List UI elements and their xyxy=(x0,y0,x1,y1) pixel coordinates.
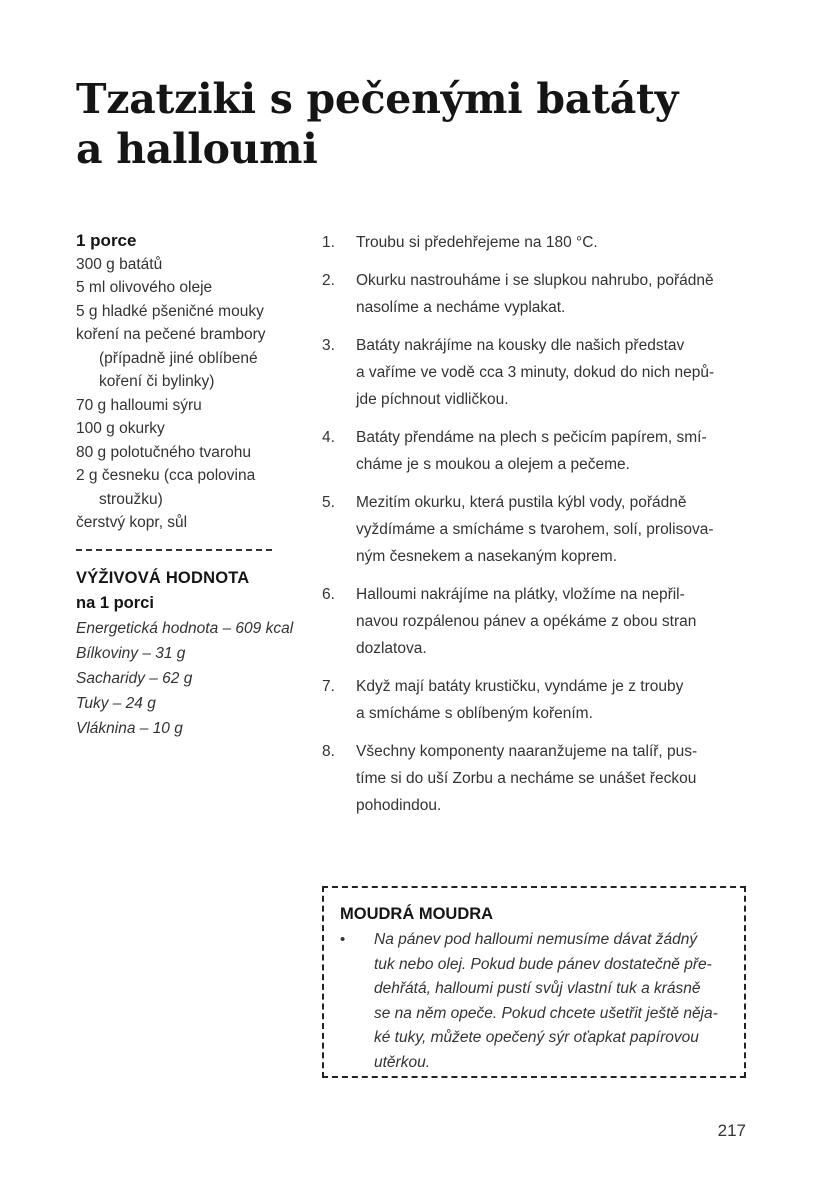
tip-text-line: se na něm opeče. Pokud chcete ušetřit ještě něja- xyxy=(374,1004,718,1022)
step-text xyxy=(356,581,748,662)
nutrition-subheading: na 1 porci xyxy=(76,593,154,612)
step-text-line: Halloumi nakrájíme na plátky, vložíme na nepřil- xyxy=(356,586,685,603)
step-text xyxy=(356,738,748,819)
instruction-step xyxy=(322,267,748,321)
recipe-title-line: a halloumi xyxy=(76,125,318,173)
tip-heading: MOUDRÁ MOUDRA xyxy=(340,905,494,923)
step-text xyxy=(356,332,748,413)
bullet-icon: • xyxy=(340,931,346,948)
section-divider xyxy=(76,549,272,551)
tip-text xyxy=(374,928,728,1075)
step-number: 6. xyxy=(322,586,335,603)
ingredients-column xyxy=(76,229,316,741)
step-text-line: Když mají batáty krustičku, vyndáme je z trouby xyxy=(356,678,684,695)
tip-text-line: utěrkou. xyxy=(374,1053,431,1071)
ingredient-item: (případně jiné oblíbené xyxy=(99,349,258,367)
step-number: 4. xyxy=(322,429,335,446)
instruction-step xyxy=(322,424,748,478)
tip-text-line: tuk nebo olej. Pokud bude pánev dostatečně pře- xyxy=(374,955,712,973)
step-text-line: a smícháme s oblíbeným kořením. xyxy=(356,705,593,722)
instruction-step xyxy=(322,229,748,256)
instruction-step xyxy=(322,332,748,413)
step-text-line: pohodindou. xyxy=(356,797,442,814)
step-text-line: jde píchnout vidličkou. xyxy=(356,391,509,408)
nutrition-item: Sacharidy – 62 g xyxy=(76,669,193,687)
step-number: 5. xyxy=(322,494,335,511)
ingredient-item: 80 g polotučného tvarohu xyxy=(76,443,251,461)
step-text xyxy=(356,673,748,727)
step-text-line: Okurku nastrouháme i se slupkou nahrubo, pořádně xyxy=(356,272,714,289)
nutrition-item: Tuky – 24 g xyxy=(76,694,156,712)
step-text-line: navou rozpálenou pánev a opékáme z obou stran xyxy=(356,613,697,630)
step-text-line: Batáty nakrájíme na kousky dle našich představ xyxy=(356,337,685,354)
ingredient-item: stroužku) xyxy=(99,490,163,508)
step-text-line: nasolíme a necháme vyplakat. xyxy=(356,299,566,316)
ingredient-item: koření či bylinky) xyxy=(99,373,215,390)
nutrition-heading: VÝŽIVOVÁ HODNOTA xyxy=(76,568,250,587)
tip-text-line: dehřátá, halloumi pustí svůj vlastní tuk a krásně xyxy=(374,980,701,997)
step-text-line: Všechny komponenty naaranžujeme na talíř, pus- xyxy=(356,743,698,760)
ingredient-item: 5 g hladké pšeničné mouky xyxy=(76,302,264,320)
step-text-line: a vaříme ve vodě cca 3 minuty, dokud do nich nepů- xyxy=(356,364,715,381)
ingredient-item: 5 ml olivového oleje xyxy=(76,279,213,296)
step-text-line: Batáty přendáme na plech s pečicím papírem, smí- xyxy=(356,429,707,446)
step-number: 2. xyxy=(322,272,335,289)
tip-box xyxy=(322,886,746,1078)
instruction-step xyxy=(322,581,748,662)
ingredient-item: 300 g batátů xyxy=(76,255,163,273)
step-text-line: ným česnekem a nasekaným koprem. xyxy=(356,548,618,565)
step-text-line: tíme si do uší Zorbu a necháme se unášet řeckou xyxy=(356,770,697,787)
step-number: 1. xyxy=(322,234,335,251)
instruction-step xyxy=(322,673,748,727)
step-text xyxy=(356,229,748,256)
instructions-list xyxy=(322,229,748,830)
step-text xyxy=(356,489,748,570)
step-number: 7. xyxy=(322,678,335,695)
tip-text-line: ké tuky, můžete opečený sýr oťapkat papírovou xyxy=(374,1029,699,1046)
ingredient-item: koření na pečené brambory xyxy=(76,326,266,343)
step-text-line: Troubu si předehřejeme na 180 °C. xyxy=(356,234,598,251)
step-number: 8. xyxy=(322,743,335,760)
ingredient-item: 70 g halloumi sýru xyxy=(76,396,202,414)
nutrition-item: Energetická hodnota – 609 kcal xyxy=(76,619,294,637)
step-text xyxy=(356,267,748,321)
step-text-line: cháme je s moukou a olejem a pečeme. xyxy=(356,456,630,473)
nutrition-item: Vláknina – 10 g xyxy=(76,719,183,737)
nutrition-item: Bílkoviny – 31 g xyxy=(76,644,186,662)
tip-text-line: Na pánev pod halloumi nemusíme dávat žádný xyxy=(374,931,698,948)
step-text-line: dozlatova. xyxy=(356,640,427,657)
instruction-step xyxy=(322,738,748,819)
portion-heading: 1 porce xyxy=(76,231,137,250)
page-number: 217 xyxy=(717,1121,746,1140)
step-text xyxy=(356,424,748,478)
step-number: 3. xyxy=(322,337,335,354)
step-text-line: vyždímáme a smícháme s tvarohem, solí, prolisova- xyxy=(356,521,714,538)
ingredient-item: 100 g okurky xyxy=(76,420,165,437)
recipe-title xyxy=(76,74,776,174)
ingredient-item: čerstvý kopr, sůl xyxy=(76,514,188,531)
recipe-title-line: Tzatziki s pečenými batáty xyxy=(76,75,679,123)
step-text-line: Mezitím okurku, která pustila kýbl vody, pořádně xyxy=(356,494,687,511)
ingredient-item: 2 g česneku (cca polovina xyxy=(76,467,256,484)
tip-bullet-item xyxy=(340,928,728,1075)
instruction-step xyxy=(322,489,748,570)
